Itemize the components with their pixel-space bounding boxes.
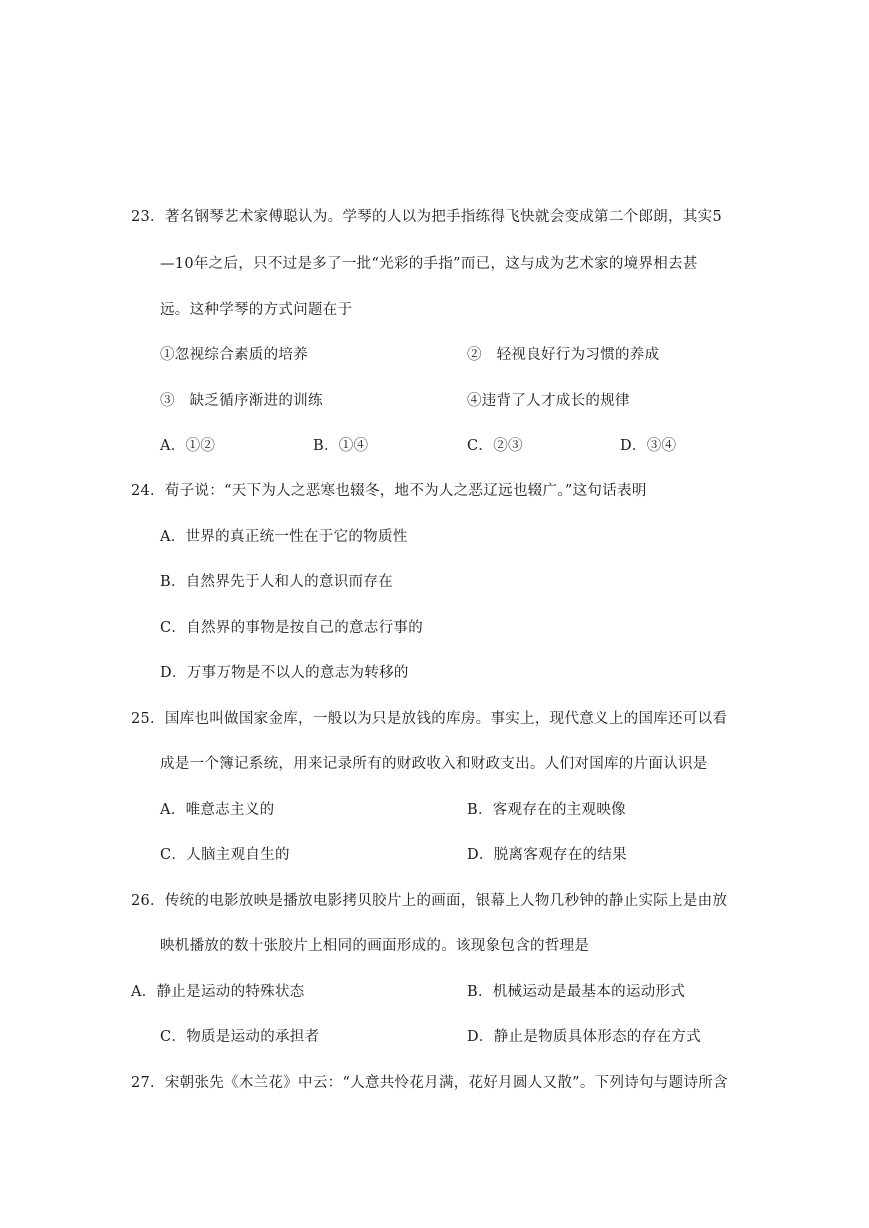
q24-option-c: C．自然界的事物是按自己的意志行事的 — [160, 620, 423, 636]
q24-option-d: D．万事万物是不以人的意志为转移的 — [160, 665, 409, 681]
q24-option-b: B．自然界先于人和人的意识而存在 — [160, 574, 393, 590]
q24-stem-line-1: 24．荀子说：“天下为人之恶寒也辍冬，地不为人之恶辽远也辍广。”这句话表明 — [131, 483, 647, 499]
q23-statement-3: ③ 缺乏循序渐进的训练 — [160, 393, 323, 409]
q26-option-b: B．机械运动是最基本的运动形式 — [467, 984, 686, 1000]
q25-stem-line-1: 25．国库也叫做国家金库，一般以为只是放钱的库房。事实上，现代意义上的国库还可以看 — [131, 711, 728, 727]
q25-option-b: B．客观存在的主观映像 — [467, 802, 626, 818]
q23-option-a: A．①② — [160, 438, 216, 454]
q26-option-d: D．静止是物质具体形态的存在方式 — [467, 1029, 701, 1045]
q23-stem-line-3: 远。这种学琴的方式问题在于 — [160, 302, 353, 318]
q23-stem-line-1: 23．著名钢琴艺术家傅聪认为。学琴的人以为把手指练得飞快就会变成第二个郎朗，其实5 — [131, 209, 722, 225]
q23-option-c: C．②③ — [467, 438, 523, 454]
q26-option-c: C．物质是运动的承担者 — [160, 1029, 320, 1045]
q23-option-b: B．①④ — [313, 438, 369, 454]
q27-stem-line-1: 27．宋朝张先《木兰花》中云：“人意共怜花月满，花好月圆人又散”。下列诗句与题诗所含 — [131, 1075, 728, 1091]
q23-statement-2: ② 轻视良好行为习惯的养成 — [467, 347, 660, 363]
q26-stem-line-1: 26．传统的电影放映是播放电影拷贝胶片上的画面，银幕上人物几秒钟的静止实际上是由放 — [131, 893, 728, 909]
q23-option-d: D．③④ — [620, 438, 677, 454]
q25-option-d: D．脱离客观存在的结果 — [467, 847, 627, 863]
q23-stem-line-2: —10年之后，只不过是多了一批“光彩的手指”而已，这与成为艺术家的境界相去甚 — [160, 256, 698, 272]
q23-statement-1: ①忽视综合素质的培养 — [160, 347, 308, 363]
q24-option-a: A．世界的真正统一性在于它的物质性 — [160, 529, 408, 545]
q25-stem-line-2: 成是一个簿记系统，用来记录所有的财政收入和财政支出。人们对国库的片面认识是 — [160, 756, 708, 772]
q26-stem-line-2: 映机播放的数十张胶片上相同的画面形成的。该现象包含的哲理是 — [160, 938, 590, 954]
q26-option-a: A．静止是运动的特殊状态 — [131, 984, 305, 1000]
q25-option-a: A．唯意志主义的 — [160, 802, 275, 818]
q25-option-c: C．人脑主观自生的 — [160, 847, 290, 863]
q23-statement-4: ④违背了人才成长的规律 — [467, 393, 630, 409]
